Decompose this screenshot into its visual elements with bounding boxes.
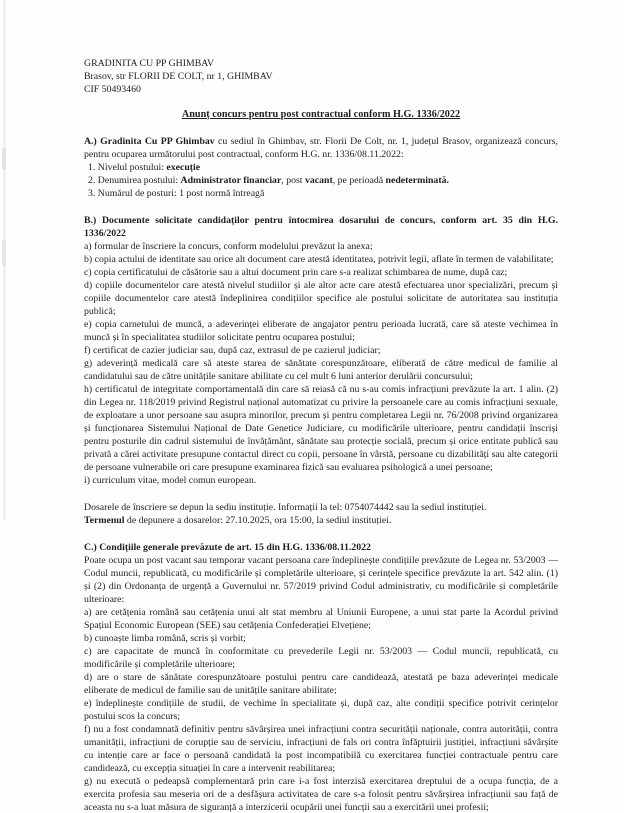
section-b-item: i) curriculum vitae, model comun european.: [84, 475, 257, 486]
document-title: Anunț concurs pentru post contractual conform H.G. 1336/2022: [181, 109, 461, 120]
scan-smudge: [2, 240, 6, 266]
section-b-item: f) certificat de cazier judiciar sau, după caz, extrasul de pe cazierul judiciar;: [84, 345, 381, 356]
section-a: [84, 135, 558, 200]
section-c-item: d) are o stare de sănătate corespunzătoare postului pentru care candidează, atestată pe baza adeverinței medicale eliberate de medicul de familie sau de unitățile sanitare abilitate;: [84, 672, 558, 696]
letterhead: [84, 57, 558, 96]
section-b-item: g) adeverință medicală care să ateste starea de sănătate corespunzătoare, eliberată de către medicul de familie al candidatului sau de către unitățile sanitare abilitate cu cel mult 6 luni anterior derulării concursului;: [84, 358, 558, 382]
section-c-item: b) cunoaște limba română, scris și vorbit;: [84, 633, 246, 644]
deposit-info: [84, 501, 558, 527]
position-count-item: 3. Numărul de posturi: 1 post normă întreagă: [88, 188, 265, 199]
deposit-location-line: Dosarele de înscriere se depun la sediu instituție. Informații la tel: 0754074442 sau la sediul instituției.: [84, 502, 487, 513]
section-b-heading: B.) Documente solicitate candidaților pentru întocmirea dosarului de concurs, conform art. 35 din H.G. 1336/2022: [84, 215, 558, 239]
section-b-item: h) certificatul de integritate comportamentală din care să reiasă că nu s-au comis infracțiuni prevăzute la art. 1 alin. (2) din Legea nr. 118/2019 privind Registrul național automatizat cu privire la persoanele care au comis infracțiuni sexuale, de exploatare a unor persoane sau asupra minorilor, precum și pentru completarea Legii nr. 76/2008 privind organizarea și funcționarea Sistemului Național de Date Genetice Judiciare, cu modificările ulterioare, pentru candidații înscriși pentru posturile din cadrul sistemului de învățământ, sănătate sau protecție socială, precum și orice entitate publică sau privată a cărei activitate presupune contactul direct cu copii, persoane în vârstă, persoane cu dizabilități sau alte categorii de persoane vulnerabile ori care presupune examinarea fizică sau evaluarea psihologică a unei persoane;: [84, 384, 558, 473]
section-c-item: g) nu execută o pedeapsă complementară prin care i-a fost interzisă exercitarea dreptului de a ocupa funcția, de a exercita profesia sau meseria ori de a desfășura activitatea de care s-a folosit pentru săvârșirea infracțiunii sau față de aceasta nu s-a luat măsura de siguranță a interzicerii ocupării unei funcții sau a exercitării unei profesii;: [84, 776, 558, 813]
section-b-item: e) copia carnetului de muncă, a adeverinței eliberate de angajator pentru perioada lucrată, care să ateste vechimea în muncă și în specialitatea studiilor solicitate pentru ocuparea postului;: [84, 319, 558, 343]
section-c-item: c) are capacitate de muncă în conformitate cu prevederile Legii nr. 53/2003 — Codul muncii, republicată, cu modificările și completările ulterioare;: [84, 646, 558, 670]
section-c-heading: C.) Condițiile generale prevăzute de art. 15 din H.G. 1336/08.11.2022: [84, 542, 371, 553]
deposit-deadline-line: Termenul de depunere a dosarelor: 27.10.2025, ora 15:00, la sediul instituției.: [84, 515, 392, 526]
section-c: [84, 541, 558, 813]
section-b: [84, 214, 558, 487]
organization-name: GRADINITA CU PP GHIMBAV: [84, 58, 215, 69]
scan-smudge: [2, 148, 6, 170]
section-a-intro: A.) Gradinita Cu PP Ghimbav cu sediul în Ghimbav, str. Florii De Colt, nr. 1, județul Brasov, organizează concurs, pentru ocuparea următorului post contractual, conform H.G. nr. 1336/08.11.2022:: [84, 136, 558, 160]
position-title-item: 2. Denumirea postului: Administrator financiar, post vacant, pe perioadă nedeterminată.: [88, 175, 449, 186]
section-b-item: c) copia certificatului de căsătorie sau a altui document prin care s-a realizat schimbarea de nume, după caz;: [84, 267, 508, 278]
section-b-item: b) copia actului de identitate sau orice alt document care atestă identitatea, potrivit legii, aflate în termen de valabilitate;: [84, 254, 554, 265]
section-c-item: f) nu a fost condamnată definitiv pentru săvârșirea unei infracțiuni contra securității naționale, contra autorității, contra umanității, infracțiuni de corupție sau de serviciu, infracțiuni de fals ori contra înfăptuirii justiției, infracțiuni săvârșite cu intenție care ar face o persoană candidată la post incompatibilă cu exercitarea funcției contractuale pentru care candidează, cu excepția situației în care a intervenit reabilitarea;: [84, 724, 558, 774]
section-c-intro: Poate ocupa un post vacant sau temporar vacant persoana care îndeplinește condițiile prevăzute de Legea nr. 53/2003 — Codul muncii, republicată, cu modificările și completările ulterioare, și cerințele specifice prevăzute la art. 542 alin. (1) și (2) din Ordonanța de urgență a Guvernului nr. 57/2019 privind Codul administrativ, cu modificările și completările ulterioare:: [84, 555, 558, 605]
document-content: [84, 57, 558, 813]
section-b-item: a) formular de înscriere la concurs, conform modelului prevăzut la anexa;: [84, 241, 373, 252]
position-level-item: 1. Nivelul postului: execuție: [88, 162, 201, 173]
section-c-item: e) îndeplinește condițiile de studii, de vechime în specialitate și, după caz, alte condiții specifice potrivit cerințelor postului scos la concurs;: [84, 698, 558, 722]
organization-cif: CIF 50493460: [84, 84, 141, 95]
section-c-item: a) are cetățenia română sau cetățenia unui alt stat membru al Uniunii Europene, a unui stat parte la Acordul privind Spațiul Economic European (SEE) sau cetățenia Confederației Elvețiene;: [84, 607, 558, 631]
organization-address: Brasov, str FLORII DE COLT, nr 1, GHIMBAV: [84, 71, 273, 82]
section-a-items: [84, 161, 558, 200]
section-b-item: d) copiile documentelor care atestă nivelul studiilor și ale altor acte care atestă efectuarea unor specializări, precum și copiile documentelor care atestă îndeplinirea condițiilor specifice ale postului solicitate de autoritatea sau instituția publică;: [84, 280, 558, 317]
